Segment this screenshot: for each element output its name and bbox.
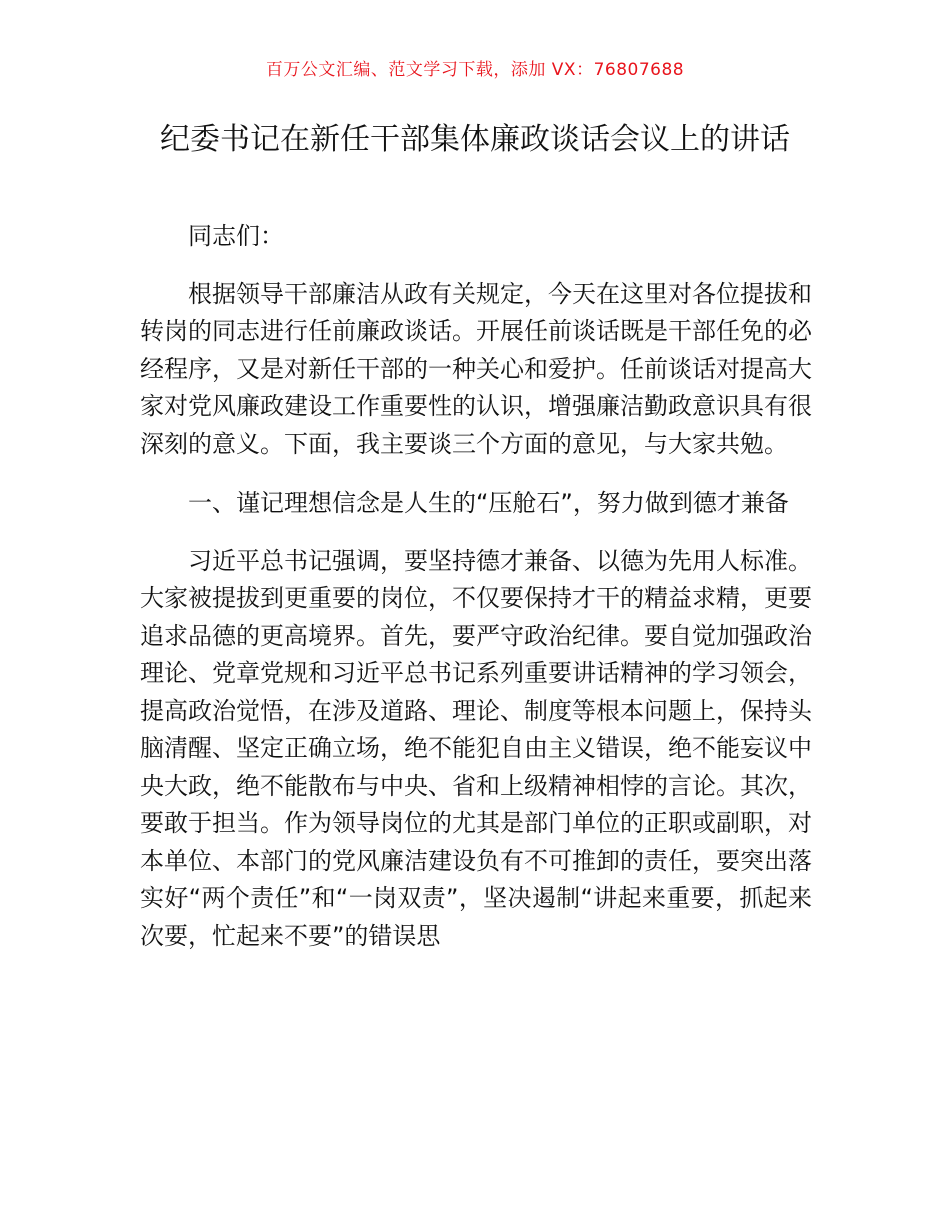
page-title: 纪委书记在新任干部集体廉政谈话会议上的讲话 [160, 122, 790, 157]
header-promo-note: 百万公文汇编、范文学习下载，添加 VX：76807688 [265, 60, 685, 80]
paragraph-intro: 根据领导干部廉洁从政有关规定，今天在这里对各位提拔和转岗的同志进行任前廉政谈话。开展任前谈话既是干部任免的必经程序，又是对新任干部的一种关心和爱护。任前谈话对提高大家对党风廉政建设工作重要性的认识，增强廉洁勤政意识具有很深刻的意义。下面，我主要谈三个方面的意见，与大家共勉。 [140, 279, 812, 458]
paragraph-section-1: 习近平总书记强调，要坚持德才兼备、以德为先用人标准。大家被提拔到更重要的岗位，不仅要保持才干的精益求精，更要追求品德的更高境界。首先，要严守政治纪律。要自觉加强政治理论、党章党规和习近平总书记系列重要讲话精神的学习领会，提高政治觉悟，在涉及道路、理论、制度等根本问题上，保持头脑清醒、坚定正确立场，绝不能犯自由主义错误，绝不能妄议中央大政，绝不能散布与中央、省和上级精神相悖的言论。其次，要敢于担当。作为领导岗位的尤其是部门单位的正职或副职，对本单位、本部门的党风廉洁建设负有不可推卸的责任，要突出落实好“两个责任”和“一岗双责”，坚决遏制“讲起来重要，抓起来次要，忙起来不要”的错误思 [140, 546, 812, 950]
section-heading-1: 一、谨记理想信念是人生的“压舱石”，努力做到德才兼备 [188, 489, 789, 517]
greeting: 同志们： [188, 222, 284, 250]
document-body [140, 218, 812, 977]
